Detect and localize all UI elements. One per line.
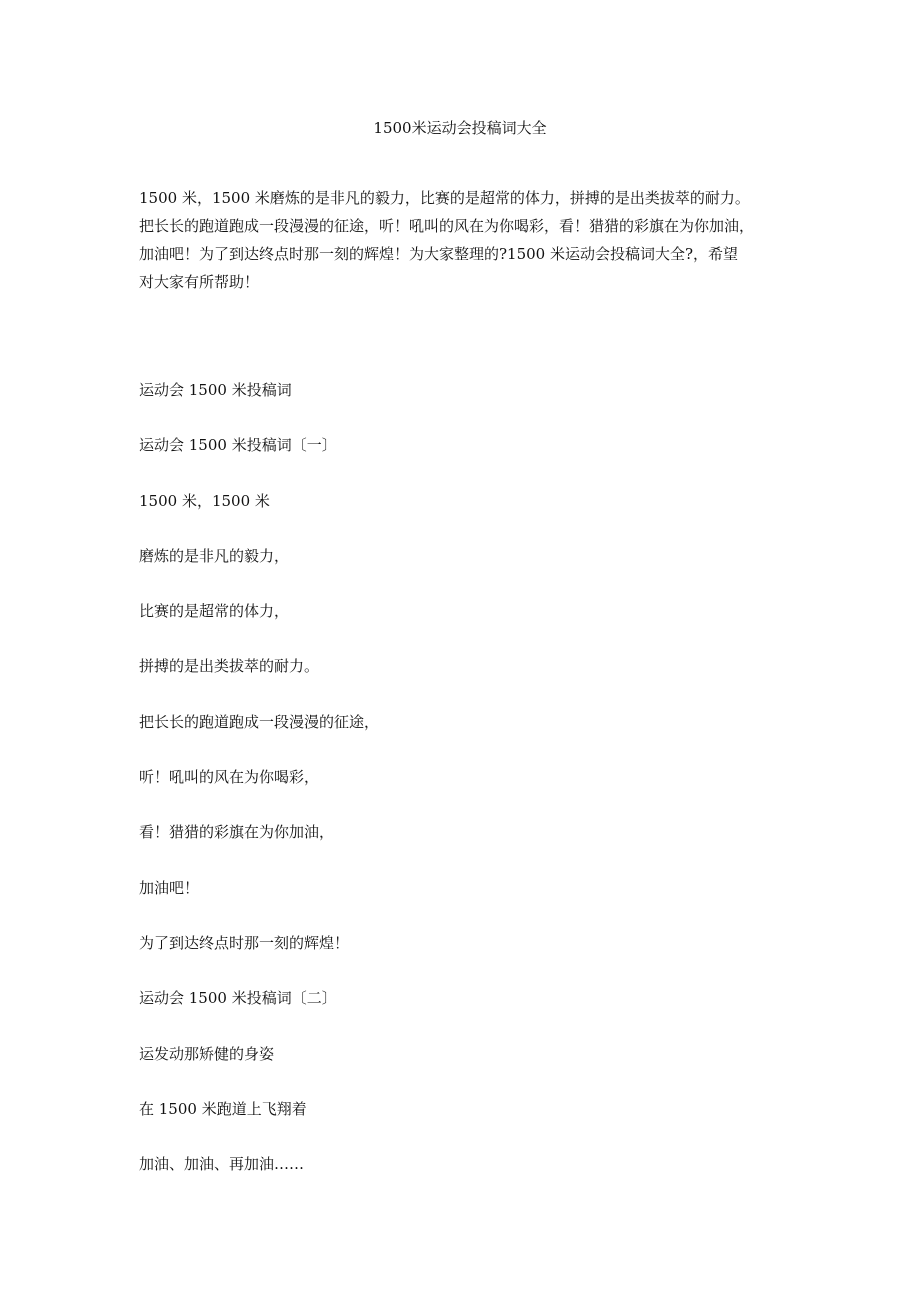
- intro-paragraph: [139, 184, 789, 296]
- intro-line: 把长长的跑道跑成一段漫漫的征途，听！吼叫的风在为你喝彩，看！猎猎的彩旗在为你加油，: [139, 217, 755, 235]
- poem-line: 把长长的跑道跑成一段漫漫的征途，: [139, 712, 380, 731]
- poem-line: 1500 米，1500 米: [139, 491, 270, 510]
- poem-line: 拼搏的是出类拔萃的耐力。: [139, 657, 320, 676]
- section-subheading: 运动会 1500 米投稿词〔一〕: [139, 436, 337, 455]
- poem-line: 加油吧！: [139, 878, 200, 897]
- document-title: 1500米运动会投稿词大全: [373, 119, 547, 137]
- section-heading: 运动会 1500 米投稿词: [139, 381, 292, 399]
- poem-line: 在 1500 米跑道上飞翔着: [139, 1099, 307, 1118]
- poem-line: 加油、加油、再加油……: [139, 1155, 305, 1174]
- poem-line: 运发动那矫健的身姿: [139, 1044, 275, 1063]
- poem-line: 看！猎猎的彩旗在为你加油，: [139, 823, 335, 842]
- poem-line: 听！吼叫的风在为你喝彩，: [139, 768, 320, 787]
- poem-line: 磨炼的是非凡的毅力，: [139, 546, 290, 565]
- section-subheading: 运动会 1500 米投稿词〔二〕: [139, 989, 337, 1008]
- poem-line: 比赛的是超常的体力，: [139, 602, 290, 621]
- intro-line: 对大家有所帮助！: [139, 273, 260, 291]
- intro-line: 加油吧！为了到达终点时那一刻的辉煌！为大家整理的?1500 米运动会投稿词大全?，希望: [139, 245, 739, 263]
- poem-line: 为了到达终点时那一刻的辉煌！: [139, 933, 350, 952]
- intro-line: 1500 米，1500 米磨炼的是非凡的毅力，比赛的是超常的体力，拼搏的是出类拔萃的耐力。: [139, 189, 750, 207]
- poem-lines: [139, 380, 789, 1209]
